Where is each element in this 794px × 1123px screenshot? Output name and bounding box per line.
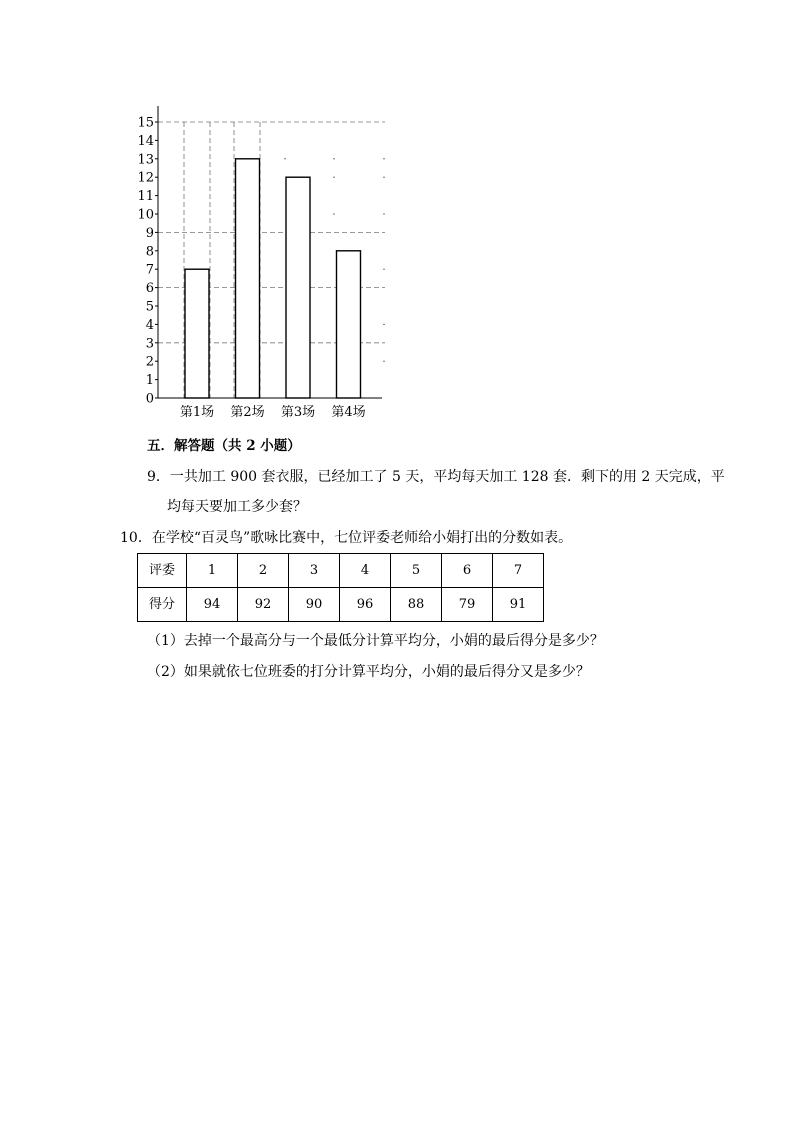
table-cell-judge: 6: [442, 554, 493, 588]
y-tick-label: 2: [145, 354, 154, 370]
y-tick-label: 8: [145, 244, 154, 260]
x-tick-label: 第1场: [179, 405, 215, 420]
table-cell-score: 79: [442, 588, 493, 622]
table-cell-score: 94: [187, 588, 238, 622]
table-cell-score: 92: [238, 588, 289, 622]
table-cell-judge: 7: [493, 554, 544, 588]
table-row: [138, 588, 544, 622]
y-tick-label: 15: [137, 115, 154, 131]
y-tick-label: 1: [145, 373, 154, 389]
y-tick-label: 13: [137, 152, 154, 168]
bar: [185, 269, 209, 398]
x-axis-labels: [180, 404, 366, 420]
row-header-scores: 得分: [138, 588, 187, 622]
question-9-line-2: 均每天要加工多少套？: [167, 499, 307, 515]
score-table: [137, 553, 544, 622]
table-cell-score: 96: [340, 588, 391, 622]
question-9-line-1: 9．一共加工 900 套衣服，已经加工了 5 天，平均每天加工 128 套．剩下的用 2 天完成，平: [147, 469, 725, 485]
y-tick-label: 14: [137, 133, 154, 149]
y-tick-label: 10: [137, 207, 154, 223]
y-tick-label: 5: [145, 299, 154, 315]
question-10-part-2: （2）如果就依七位班委的打分计算平均分，小娟的最后得分又是多少？: [147, 664, 590, 680]
table-cell-judge: 2: [238, 554, 289, 588]
table-cell-score: 90: [289, 588, 340, 622]
y-tick-label: 7: [145, 262, 154, 278]
bar-chart: [130, 100, 395, 425]
section-heading: 五．解答题（共 2 小题）: [147, 438, 301, 454]
x-tick-label: 第2场: [230, 405, 265, 420]
y-tick-label: 12: [137, 170, 154, 186]
y-tick-label: 4: [145, 317, 154, 333]
bar: [337, 251, 361, 398]
table-cell-judge: 5: [391, 554, 442, 588]
y-tick-label: 11: [137, 189, 154, 205]
y-tick-label: 0: [145, 391, 154, 407]
table-cell-score: 91: [493, 588, 544, 622]
row-header-judges: 评委: [138, 554, 187, 588]
bar: [286, 177, 310, 398]
table-cell-score: 88: [391, 588, 442, 622]
x-tick-label: 第4场: [331, 405, 366, 420]
y-tick-label: 3: [145, 336, 154, 352]
x-tick-label: 第3场: [280, 405, 316, 420]
table-cell-judge: 1: [187, 554, 238, 588]
y-axis-ticks: [137, 116, 158, 407]
table-row: [138, 554, 544, 588]
chart-bars: [185, 159, 361, 398]
bar: [236, 159, 260, 398]
question-10-part-1: （1）去掉一个最高分与一个最低分计算平均分，小娟的最后得分是多少？: [147, 633, 604, 649]
y-tick-label: 9: [145, 225, 154, 241]
table-cell-judge: 4: [340, 554, 391, 588]
y-tick-label: 6: [145, 281, 154, 297]
question-10-text: 10．在学校“百灵鸟”歌咏比赛中，七位评委老师给小娟打出的分数如表。: [120, 530, 573, 546]
table-cell-judge: 3: [289, 554, 340, 588]
